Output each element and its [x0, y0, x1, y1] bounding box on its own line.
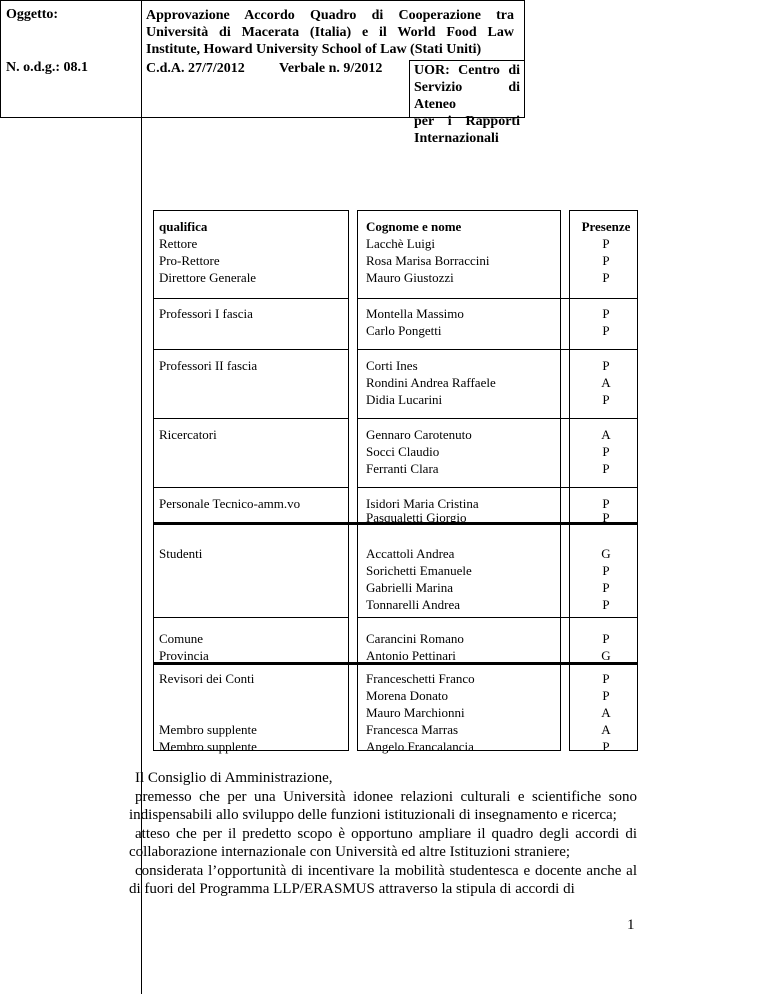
- row-role: Revisori dei Conti: [159, 671, 255, 686]
- row-name: Ferranti Clara: [366, 461, 439, 476]
- title-line-3: Institute, Howard University School of Law (Stati Uniti): [146, 42, 482, 57]
- row-name: Mauro Giustozzi: [366, 270, 454, 285]
- body-text: [129, 769, 637, 899]
- row-presence: P: [602, 597, 610, 612]
- row-role: Direttore Generale: [159, 270, 257, 285]
- row-name: Socci Claudio: [366, 444, 440, 459]
- header-box: [0, 0, 525, 146]
- row-role: Membro supplente: [159, 722, 257, 737]
- row-presence: A: [601, 375, 611, 390]
- row-presence: G: [601, 546, 611, 561]
- row-presence: P: [602, 496, 610, 511]
- cell-border: [153, 349, 349, 350]
- row-name: Didia Lucarini: [366, 392, 443, 407]
- row-presence: P: [602, 688, 610, 703]
- row-presence: P: [602, 358, 610, 373]
- row-role: Comune: [159, 631, 204, 646]
- row-presence: P: [602, 270, 610, 285]
- row-name: Francesca Marras: [366, 722, 459, 737]
- cell-border: [153, 487, 349, 488]
- col-header-presenze: Presenze: [581, 219, 631, 234]
- row-name: Sorichetti Emanuele: [366, 563, 472, 578]
- row-presence: P: [602, 444, 610, 459]
- uor-line: UOR: Centro di: [414, 63, 520, 78]
- paragraph: Il Consiglio di Amministrazione,: [135, 770, 333, 786]
- cda-date: C.d.A. 27/7/2012: [146, 61, 245, 76]
- row-role: Professori I fascia: [159, 306, 253, 321]
- row-presence: P: [602, 236, 610, 251]
- col-header-qualifica: qualifica: [159, 219, 208, 234]
- row-name: Gennaro Carotenuto: [366, 427, 472, 442]
- uor-text: [414, 62, 520, 147]
- odg-label: N. o.d.g.: 08.1: [6, 60, 89, 75]
- row-name: Antonio Pettinari: [366, 648, 456, 663]
- row-name: Isidori Maria Cristina: [366, 496, 479, 511]
- cell-border: [153, 210, 349, 211]
- row-name: Tonnarelli Andrea: [366, 597, 461, 612]
- col-header-nome: Cognome e nome: [366, 219, 462, 234]
- row-presence: P: [602, 580, 610, 595]
- row-role: Pro-Rettore: [159, 253, 220, 268]
- row-name: Franceschetti Franco: [366, 671, 475, 686]
- paragraph: considerata l’opportunità di incentivare la mobilità studentesca e docente anche al di fuori del Programma LLP/ERASMUS attraverso la stipula di accordi di: [129, 862, 637, 897]
- row-presence: P: [602, 306, 610, 321]
- row-separator: [357, 617, 638, 618]
- title-line-1: Approvazione Accordo Quadro di Cooperazione tra: [146, 8, 514, 23]
- row-name: Lacchè Luigi: [366, 236, 435, 251]
- row-presence: P: [602, 631, 610, 646]
- cell-border: [348, 210, 349, 751]
- row-presence: P: [602, 510, 610, 525]
- row-separator: [357, 487, 638, 488]
- row-presence: P: [602, 563, 610, 578]
- row-name: Rosa Marisa Borraccini: [366, 253, 490, 268]
- row-role: Personale Tecnico-amm.vo: [159, 496, 301, 511]
- row-name: Angelo Francalancia: [366, 739, 474, 754]
- row-presence: P: [602, 392, 610, 407]
- row-name: Mauro Marchionni: [366, 705, 465, 720]
- cell-border: [153, 210, 154, 751]
- row-name: Rondini Andrea Raffaele: [366, 375, 496, 390]
- row-presence: G: [601, 648, 611, 663]
- row-separator: [357, 349, 638, 350]
- verbale-number: Verbale n. 9/2012: [279, 61, 383, 76]
- row-presence: P: [602, 253, 610, 268]
- row-name: Accattoli Andrea: [366, 546, 455, 561]
- oggetto-label: Oggetto:: [6, 7, 59, 22]
- row-name: Pasqualetti Giorgio: [366, 510, 467, 525]
- row-presence: P: [602, 323, 610, 338]
- row-name: Carancini Romano: [366, 631, 464, 646]
- cell-border: [153, 617, 349, 618]
- row-presence: A: [601, 705, 611, 720]
- uor-line: Internazionali: [414, 131, 499, 146]
- uor-box: [409, 60, 524, 146]
- row-separator: [357, 298, 638, 299]
- row-name: Corti Ines: [366, 358, 418, 373]
- row-separator: [357, 418, 638, 419]
- row-presence: A: [601, 722, 611, 737]
- page-number: 1: [627, 917, 635, 933]
- cell-border: [153, 298, 349, 299]
- row-role: Ricercatori: [159, 427, 217, 442]
- uor-line: Servizio di Ateneo: [414, 80, 520, 112]
- title-line-2: Università di Macerata (Italia) e il World Food Law: [146, 25, 514, 40]
- paragraph: premesso che per una Università idonee relazioni culturali e scientifiche sono indispensabili allo sviluppo delle funzioni istituzionali di insegnamento e ricerca;: [129, 788, 637, 823]
- row-presence: P: [602, 739, 610, 754]
- row-role: Provincia: [159, 648, 209, 663]
- paragraph: atteso che per il predetto scopo è opportuno ampliare il quadro degli accordi di collaborazione internazionale con Università ed altre Istituzioni straniere;: [129, 825, 637, 860]
- row-name: Carlo Pongetti: [366, 323, 442, 338]
- row-role: Professori II fascia: [159, 358, 258, 373]
- row-name: Morena Donato: [366, 688, 448, 703]
- cell-border: [153, 418, 349, 419]
- row-name: Gabrielli Marina: [366, 580, 453, 595]
- row-presence: P: [602, 671, 610, 686]
- uor-line: per i Rapporti: [414, 114, 520, 129]
- row-presence: A: [601, 427, 611, 442]
- row-presence: P: [602, 461, 610, 476]
- row-name: Montella Massimo: [366, 306, 464, 321]
- row-role: Studenti: [159, 546, 203, 561]
- row-role: Rettore: [159, 236, 198, 251]
- row-role: Membro supplente: [159, 739, 257, 754]
